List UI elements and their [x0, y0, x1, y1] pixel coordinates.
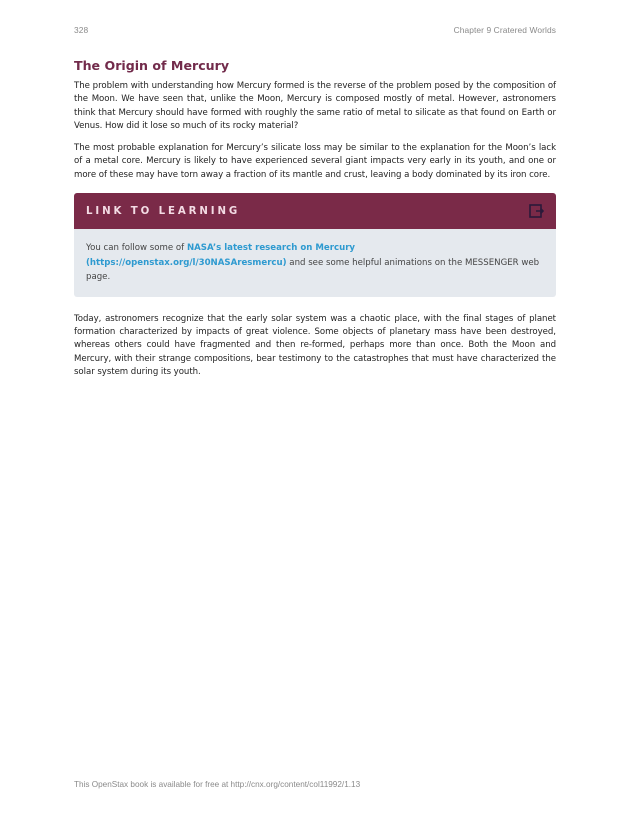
page-content [74, 58, 556, 388]
paragraph-3: Today, astronomers recognize that the early solar system was a chaotic place, with the final stages of planet formation characterized by impacts of great violence. Some objects of planetary mass have been destroyed, whereas others could have fragmented and then re-formed, perhaps more than once. Both the Moon and Mercury, with their strange compositions, bear testimony to the catastrophes that must have characterized the solar system during its youth. [74, 313, 556, 378]
feature-body [74, 229, 556, 297]
section-title: The Origin of Mercury [74, 58, 230, 73]
external-link-icon [528, 203, 544, 219]
feature-header [74, 193, 556, 229]
paragraph-2: The most probable explanation for Mercury’s silicate loss may be similar to the explanation for the Moon’s lack of a metal core. Mercury is likely to have experienced several giant impacts very early in its youth, and one or more of these may have torn away a fraction of its mantle and crust, leaving a body dominated by its iron core. [74, 143, 556, 180]
paragraph-1: The problem with understanding how Mercury formed is the reverse of the problem posed by the composition of the Moon. We have seen that, unlike the Moon, Mercury is composed mostly of metal. However, astronomers think that Mercury should have formed with roughly the same ratio of metal to silicate as that found on Earth or Venus. How did it lose so much of its rocky material? [74, 81, 556, 131]
feature-title: LINK TO LEARNING [86, 205, 241, 217]
feature-text-after: and see some helpful animations on the MESSENGER web page. [86, 257, 540, 283]
footer-note: This OpenStax book is available for free at http://cnx.org/content/col11992/1.13 [74, 780, 361, 789]
feature-text-before: You can follow some of [86, 243, 187, 254]
nasa-research-link[interactable]: NASA’s latest research on Mercury (https://openstax.org/l/30NASAresmercu) [86, 243, 356, 268]
link-to-learning-box [74, 193, 556, 297]
page-number: 328 [74, 25, 89, 35]
chapter-title: Chapter 9 Cratered Worlds [453, 25, 556, 35]
